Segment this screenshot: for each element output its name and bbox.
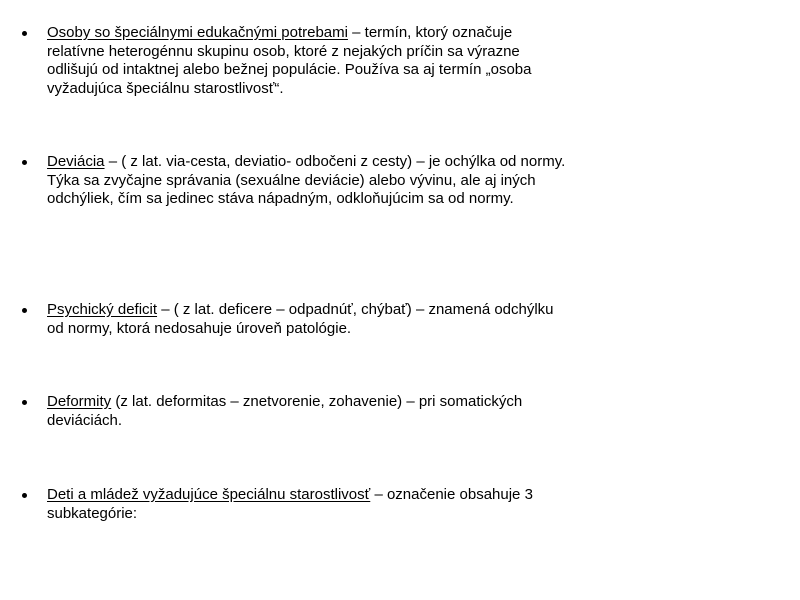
item-text bbox=[47, 153, 607, 209]
bullet-icon bbox=[22, 160, 27, 165]
bullet-icon bbox=[22, 493, 27, 498]
item-text bbox=[47, 301, 607, 338]
item-line: subkategórie: bbox=[47, 504, 138, 522]
item-term: Deti a mládež vyžadujúce špeciálnu starostlivosť bbox=[47, 486, 371, 503]
item-term: Osoby so špeciálnymi edukačnými potrebami bbox=[47, 24, 348, 41]
bullet-icon bbox=[22, 31, 27, 36]
item-first-line bbox=[47, 393, 607, 412]
item-description: – termín, ktorý označuje bbox=[347, 24, 513, 41]
item-description: – označenie obsahuje 3 bbox=[370, 486, 533, 503]
item-description: – ( z lat. deficere – odpadnúť, chýbať) – znamená odchýlku bbox=[157, 301, 554, 318]
item-first-line bbox=[47, 153, 607, 172]
bullet-icon bbox=[22, 308, 27, 313]
item-line: vyžadujúca špeciálnu starostlivosť“. bbox=[47, 79, 284, 97]
item-line: odchýliek, čím sa jedinec stáva nápadným, odkloňujúcim sa od normy. bbox=[47, 190, 514, 207]
item-term: Deformity bbox=[47, 393, 112, 410]
item-text bbox=[47, 24, 607, 98]
item-line: odlišujú od intaktnej alebo bežnej populácie. Používa sa aj termín „osoba bbox=[47, 61, 532, 78]
item-first-line bbox=[47, 486, 607, 505]
item-line: deviáciách. bbox=[47, 411, 123, 429]
item-text bbox=[47, 486, 607, 523]
item-term: Psychický deficit bbox=[47, 301, 158, 318]
item-description: – ( z lat. via-cesta, deviatio- odbočeni z cesty) – je ochýlka od normy. bbox=[104, 153, 566, 170]
item-first-line bbox=[47, 24, 607, 43]
item-line: Týka sa zvyčajne správania (sexuálne deviácie) alebo vývinu, ale aj iných bbox=[47, 171, 536, 189]
bullet-icon bbox=[22, 400, 27, 405]
item-line: relatívne heterogénnu skupinu osob, ktoré z nejakých príčin sa výrazne bbox=[47, 42, 520, 60]
item-first-line bbox=[47, 301, 607, 320]
item-text bbox=[47, 393, 607, 430]
item-description: (z lat. deformitas – znetvorenie, zohavenie) – pri somatických bbox=[111, 393, 523, 410]
item-term: Deviácia bbox=[47, 153, 105, 170]
item-line: od normy, ktorá nedosahuje úroveň patológie. bbox=[47, 319, 352, 337]
